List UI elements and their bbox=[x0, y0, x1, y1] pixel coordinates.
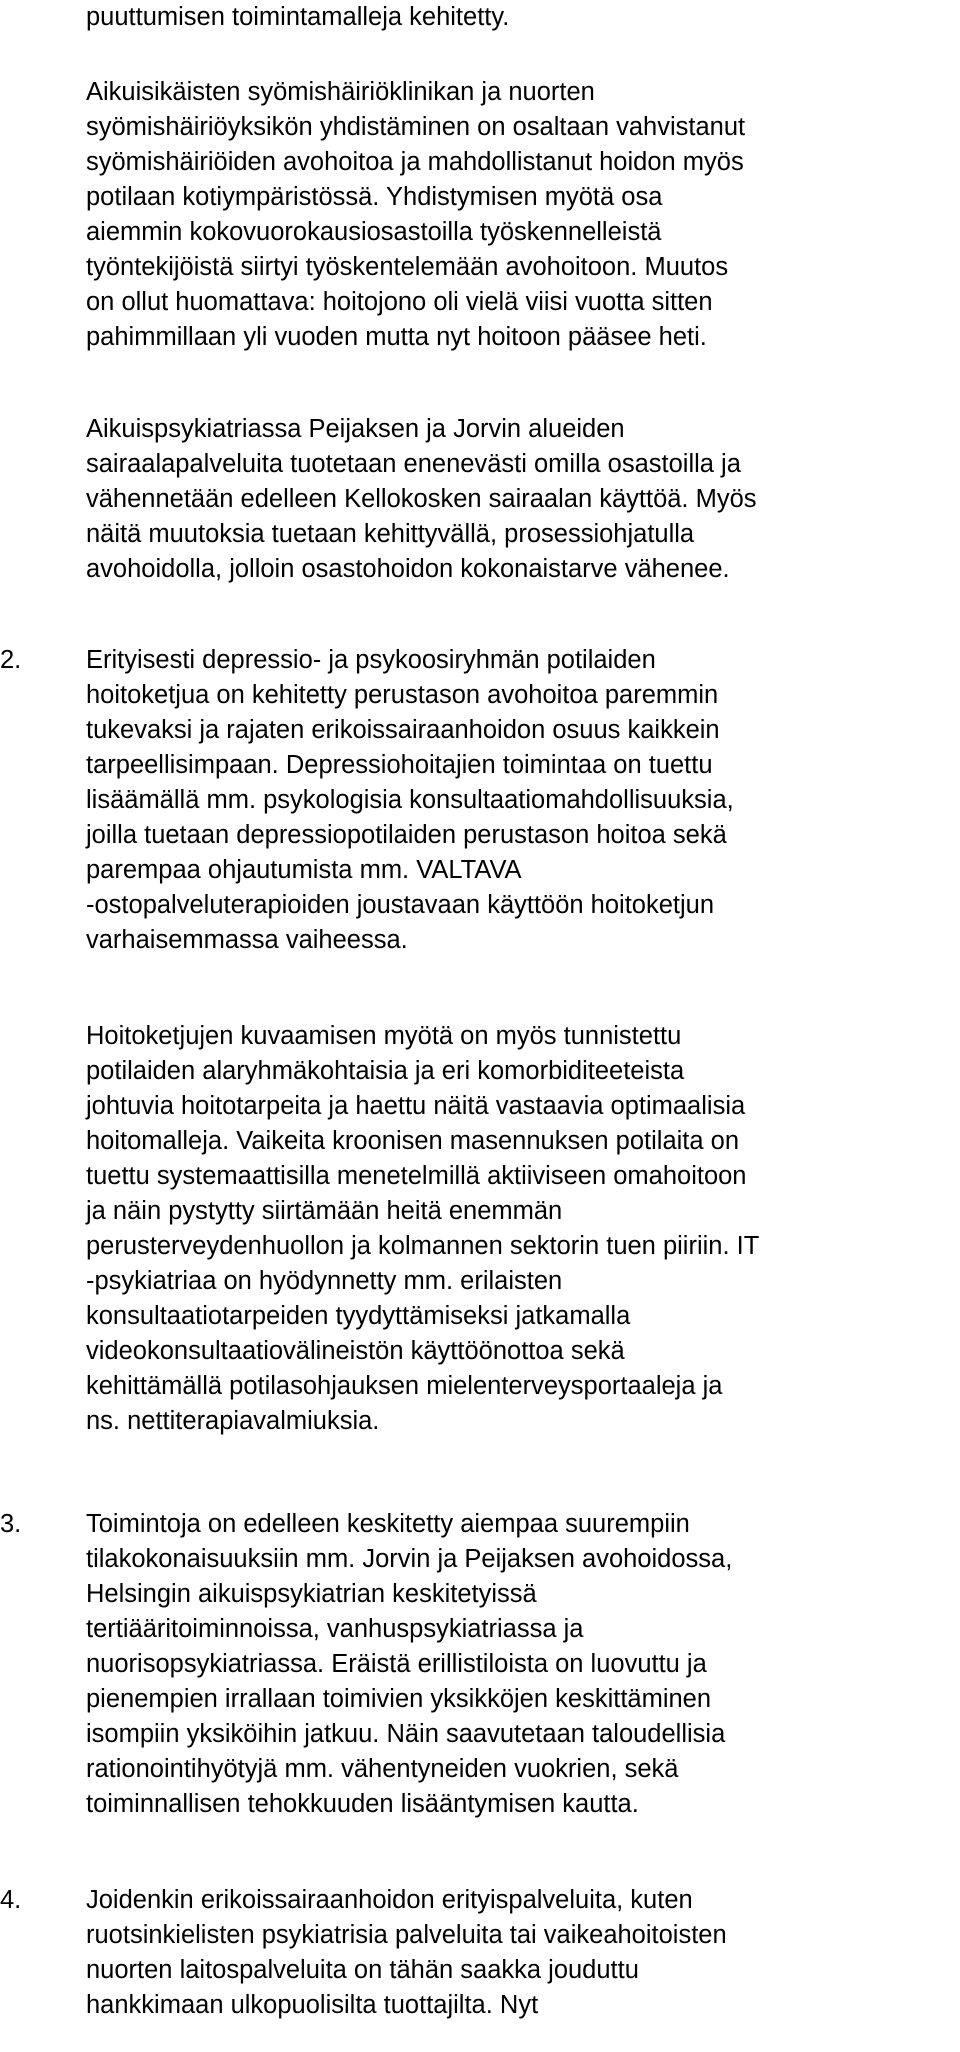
text-line: joilla tuetaan depressiopotilaiden perustason hoitoa sekä bbox=[86, 821, 727, 849]
text-line: Aikuispsykiatriassa Peijaksen ja Jorvin alueiden bbox=[86, 415, 625, 443]
text-line: varhaisemmassa vaiheessa. bbox=[86, 926, 408, 954]
text-line: tertiääritoiminnoissa, vanhuspsykiatriassa ja bbox=[86, 1615, 584, 1643]
text-line: potilaan kotiympäristössä. Yhdistymisen myötä osa bbox=[86, 183, 663, 211]
text-line: aiemmin kokovuorokausiosastoilla työskennelleistä bbox=[86, 218, 662, 246]
text-line: isompiin yksiköihin jatkuu. Näin saavutetaan taloudellisia bbox=[86, 1720, 726, 1748]
list-number: 3. bbox=[0, 1510, 22, 1538]
list-number: 4. bbox=[0, 1886, 22, 1914]
list-item-2 bbox=[86, 643, 956, 958]
list-item-4 bbox=[86, 1883, 956, 2023]
text-line: nuorisopsykiatriassa. Eräistä erillistiloista on luovuttu ja bbox=[86, 1650, 707, 1678]
text-line: pienempien irrallaan toimivien yksikköjen keskittäminen bbox=[86, 1685, 712, 1713]
text-line: kehittämällä potilasohjauksen mielenterveysportaaleja ja bbox=[86, 1372, 723, 1400]
paragraph-eating-disorders bbox=[86, 75, 956, 355]
text-line: työntekijöistä siirtyi työskentelemään avohoitoon. Muutos bbox=[86, 253, 729, 281]
text-line: Helsingin aikuispsykiatrian keskitetyissä bbox=[86, 1580, 537, 1608]
text-line: Erityisesti depressio- ja psykoosiryhmän potilaiden bbox=[86, 646, 656, 674]
text-line: syömishäiriöyksikön yhdistäminen on osaltaan vahvistanut bbox=[86, 113, 746, 141]
text-line: konsultaatiotarpeiden tyydyttämiseksi jatkamalla bbox=[86, 1302, 631, 1330]
text-line: tilakokonaisuuksiin mm. Jorvin ja Peijaksen avohoidossa, bbox=[86, 1545, 733, 1573]
text-line: on ollut huomattava: hoitojono oli vielä viisi vuotta sitten bbox=[86, 288, 713, 316]
text-line: tukevaksi ja rajaten erikoissairaanhoidon osuus kaikkein bbox=[86, 716, 720, 744]
text-line: puuttumisen toimintamalleja kehitetty. bbox=[86, 3, 510, 31]
paragraph-adult-psychiatry bbox=[86, 412, 956, 587]
text-line: hankkimaan ulkopuolisilta tuottajilta. Nyt bbox=[86, 1991, 539, 2019]
text-line: ja näin pystytty siirtämään heitä enemmän bbox=[86, 1197, 563, 1225]
text-line: toiminnallisen tehokkuuden lisääntymisen kautta. bbox=[86, 1790, 639, 1818]
text-line: Aikuisikäisten syömishäiriöklinikan ja nuorten bbox=[86, 78, 595, 106]
text-line: nuorten laitospalveluita on tähän saakka jouduttu bbox=[86, 1956, 639, 1984]
text-line: Toimintoja on edelleen keskitetty aiempaa suurempiin bbox=[86, 1510, 690, 1538]
text-line: lisäämällä mm. psykologisia konsultaatiomahdollisuuksia, bbox=[86, 786, 734, 814]
text-line: ruotsinkielisten psykiatrisia palveluita tai vaikeahoitoisten bbox=[86, 1921, 727, 1949]
list-item-3 bbox=[86, 1507, 956, 1822]
text-line: sairaalapalveluita tuotetaan enenevästi omilla osastoilla ja bbox=[86, 450, 741, 478]
text-line: tarpeellisimpaan. Depressiohoitajien toimintaa on tuettu bbox=[86, 751, 713, 779]
text-line: hoitoketjua on kehitetty perustason avohoitoa paremmin bbox=[86, 681, 719, 709]
text-line: Hoitoketjujen kuvaamisen myötä on myös tunnistettu bbox=[86, 1022, 682, 1050]
text-line: parempaa ohjautumista mm. VALTAVA bbox=[86, 856, 522, 884]
text-line: rationointihyötyjä mm. vähentyneiden vuokrien, sekä bbox=[86, 1755, 679, 1783]
text-line: potilaiden alaryhmäkohtaisia ja eri komorbiditeeteista bbox=[86, 1057, 685, 1085]
text-line: johtuvia hoitotarpeita ja haettu näitä vastaavia optimaalisia bbox=[86, 1092, 746, 1120]
text-line: Joidenkin erikoissairaanhoidon erityispalveluita, kuten bbox=[86, 1886, 693, 1914]
text-line: -psykiatriaa on hyödynnetty mm. erilaisten bbox=[86, 1267, 563, 1295]
text-line: tuettu systemaattisilla menetelmillä aktiiviseen omahoitoon bbox=[86, 1162, 747, 1190]
text-line: pahimmillaan yli vuoden mutta nyt hoitoon pääsee heti. bbox=[86, 323, 707, 351]
text-line: perusterveydenhuollon ja kolmannen sektorin tuen piiriin. IT bbox=[86, 1232, 760, 1260]
text-line: ns. nettiterapiavalmiuksia. bbox=[86, 1407, 380, 1435]
text-line: videokonsultaatiovälineistön käyttöönottoa sekä bbox=[86, 1337, 625, 1365]
list-number: 2. bbox=[0, 646, 22, 674]
text-line: avohoidolla, jolloin osastohoidon kokonaistarve vähenee. bbox=[86, 555, 730, 583]
paragraph-continuation bbox=[86, 0, 956, 35]
paragraph-care-chains bbox=[86, 1019, 956, 1439]
text-line: syömishäiriöiden avohoitoa ja mahdollistanut hoidon myös bbox=[86, 148, 744, 176]
text-line: näitä muutoksia tuetaan kehittyvällä, prosessiohjatulla bbox=[86, 520, 695, 548]
text-line: hoitomalleja. Vaikeita kroonisen masennuksen potilaita on bbox=[86, 1127, 740, 1155]
text-line: vähennetään edelleen Kellokosken sairaalan käyttöä. Myös bbox=[86, 485, 757, 513]
text-line: -ostopalveluterapioiden joustavaan käyttöön hoitoketjun bbox=[86, 891, 715, 919]
